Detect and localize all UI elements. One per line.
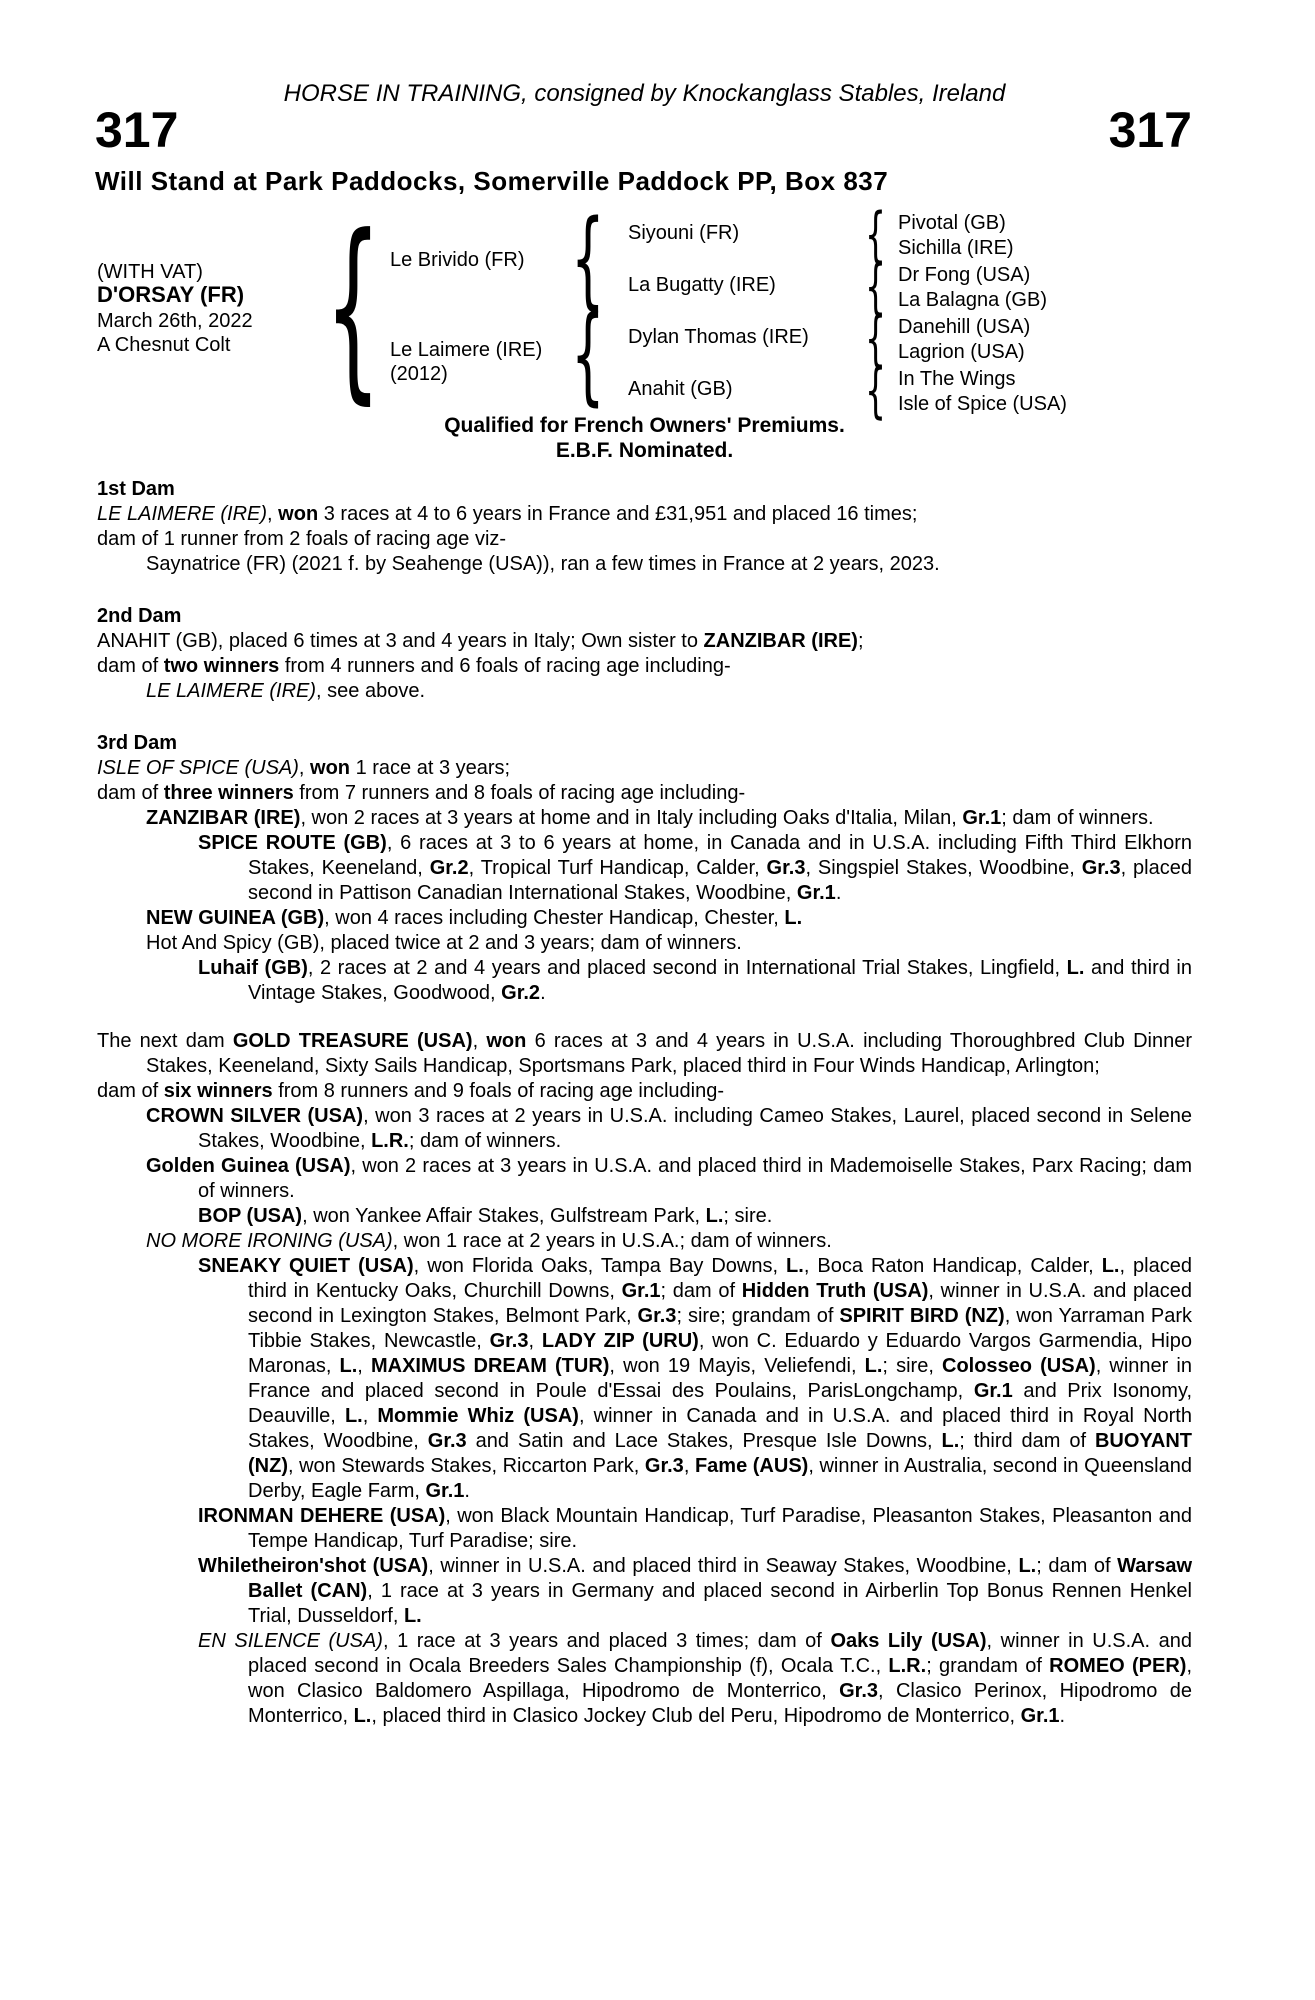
first-dam-race-record: LE LAIMERE (IRE), won 3 races at 4 to 6 years in France and £31,951 and placed 16 times; [97,503,918,525]
produce-record-entry: EN SILENCE (USA), 1 race at 3 years and placed 3 times; dam of Oaks Lily (USA), winner in U.S.A. and placed second in Ocala Breeders Sales Championship (f), Ocala T.C., L.R.; grandam of ROMEO (PER), won Clasico Baldomero Aspillaga, Hipodromo de Monterrico, Gr.3, Clasico Perinox, Hipodromo de Monterrico, L., placed third in Clasico Jockey Club del Peru, Hipodromo de Monterrico, Gr.1. [198,1630,1193,1727]
third-dam-produce-intro: dam of three winners from 7 runners and 8 foals of racing age including- [97,782,746,804]
lot-number-left: 317 [95,102,179,158]
third-dam-heading: 3rd Dam [97,732,178,754]
great-granddam-1: Sichilla (IRE) [898,237,1014,259]
great-grandsire-1: Pivotal (GB) [898,212,1006,234]
great-grandsire-4: In The Wings [898,368,1016,390]
lot-number-right: 317 [1108,102,1192,158]
colour-sex: A Chesnut Colt [97,334,231,356]
great-grandsire-3: Danehill (USA) [898,316,1031,338]
produce-record-line: Saynatrice (FR) (2021 f. by Seahenge (USA)), ran a few times in France at 2 years, 2023. [146,553,940,575]
next-dam-paragraph: The next dam GOLD TREASURE (USA), won 6 races at 3 and 4 years in U.S.A. including Thoroughbred Club Dinner Stakes, Keeneland, Sixty Sails Handicap, Sportsmans Park, placed third in Four Winds Handicap, Arlington; [97,1030,1192,1077]
second-dam-produce-intro: dam of two winners from 4 runners and 6 foals of racing age including- [97,655,731,677]
sire-dam-name: La Bugatty (IRE) [628,274,776,296]
second-dam-race-record: ANAHIT (GB), placed 6 times at 3 and 4 years in Italy; Own sister to ZANZIBAR (IRE); [97,630,864,652]
great-granddam-2: La Balagna (GB) [898,289,1047,311]
produce-record-entry: CROWN SILVER (USA), won 3 races at 2 years in U.S.A. including Cameo Stakes, Laurel, placed second in Selene Stakes, Woodbine, L.R.; dam of winners. [146,1105,1192,1152]
produce-record-entry: NO MORE IRONING (USA), won 1 race at 2 years in U.S.A.; dam of winners. [146,1230,832,1252]
sire-name: Le Brivido (FR) [390,249,525,271]
dam-name: Le Laimere (IRE) [390,339,543,361]
dam-dam-name: Anahit (GB) [628,378,733,400]
vat-note: (WITH VAT) [97,261,203,283]
first-dam-produce-intro: dam of 1 runner from 2 foals of racing age viz- [97,528,507,550]
sire-sire-name: Siyouni (FR) [628,222,740,244]
stand-location-line: Will Stand at Park Paddocks, Somerville Paddock PP, Box 837 [95,166,889,196]
produce-record-entry: Luhaif (GB), 2 races at 2 and 4 years and placed second in International Trial Stakes, Lingfield, L. and third in Vintage Stakes, Goodwood, Gr.2. [198,957,1192,1004]
premiums-note: Qualified for French Owners' Premiums. [444,414,845,437]
produce-record-entry: Golden Guinea (USA), won 2 races at 3 years in U.S.A. and placed third in Mademoiselle Stakes, Parx Racing; dam of winners. [146,1155,1192,1202]
produce-record-entry: NEW GUINEA (GB), won 4 races including Chester Handicap, Chester, L. [146,907,803,929]
produce-record-entry: Hot And Spicy (GB), placed twice at 2 and 3 years; dam of winners. [146,932,742,954]
great-grandsire-2: Dr Fong (USA) [898,264,1031,286]
next-dam-produce-intro: dam of six winners from 8 runners and 9 foals of racing age including- [97,1080,725,1102]
horse-name: D'ORSAY (FR) [97,282,245,307]
produce-record-entry: SPICE ROUTE (GB), 6 races at 3 to 6 years at home, in Canada and in U.S.A. including Fifth Third Elkhorn Stakes, Keeneland, Gr.2, Tropical Turf Handicap, Calder, Gr.3, Singspiel Stakes, Woodbine, Gr.3, placed second in Pattison Canadian International Stakes, Woodbine, Gr.1. [198,832,1192,904]
ebf-note: E.B.F. Nominated. [555,439,734,462]
produce-record-line: LE LAIMERE (IRE), see above. [146,680,426,702]
third-dam-race-record: ISLE OF SPICE (USA), won 1 race at 3 years; [97,757,511,779]
produce-record-entry: ZANZIBAR (IRE), won 2 races at 3 years at home and in Italy including Oaks d'Italia, Milan, Gr.1; dam of winners. [146,807,1154,829]
first-dam-heading: 1st Dam [97,478,175,500]
produce-record-entry: SNEAKY QUIET (USA), won Florida Oaks, Tampa Bay Downs, L., Boca Raton Handicap, Calder, L., placed third in Kentucky Oaks, Churchill Downs, Gr.1; dam of Hidden Truth (USA), winner in U.S.A. and placed second in Lexington Stakes, Belmont Park, Gr.3; sire; grandam of SPIRIT BIRD (NZ), won Yarraman Park Tibbie Stakes, Newcastle, Gr.3, LADY ZIP (URU), won C. Eduardo y Eduardo Vargos Garmendia, Hipo Maronas, L., MAXIMUS DREAM (TUR), won 19 Mayis, Veliefendi, L.; sire, Colosseo (USA), winner in France and placed second in Poule d'Essai des Poulains, ParisLongchamp, Gr.1 and Prix Isonomy, Deauville, L., Mommie Whiz (USA), winner in Canada and in U.S.A. and placed third in Royal North Stakes, Woodbine, Gr.3 and Satin and Lace Stakes, Presque Isle Downs, L.; third dam of BUOYANT (NZ), won Stewards Stakes, Riccarton Park, Gr.3, Fame (AUS), winner in Australia, second in Queensland Derby, Eagle Farm, Gr.1. [198,1255,1193,1502]
foal-date: March 26th, 2022 [97,310,253,332]
consignor-line: HORSE IN TRAINING, consigned by Knockanglass Stables, Ireland [283,80,1006,107]
dam-foal-year: (2012) [390,363,448,385]
great-granddam-3: Lagrion (USA) [898,341,1025,363]
pedigree-text-body [97,413,1192,1729]
pedigree-tree: (WITH VAT) D'ORSAY (FR) March 26th, 2022 A Chesnut Colt { Le Brivido (FR) Le Laimere (IRE) (2012) { { Siyouni (FR) La Bugatty (IRE) Dylan Thomas (IRE) Anahit (GB) { { { { Pivotal (GB) Sichilla (IRE) Dr Fong (USA) La Balagna (GB) Danehill (USA) Lagrion (USA) In The Wings Isle of Spice (USA) [97,194,1067,426]
dam-sire-name: Dylan Thomas (IRE) [628,326,809,348]
produce-record-entry: Whiletheiron'shot (USA), winner in U.S.A. and placed third in Seaway Stakes, Woodbine, L.; dam of Warsaw Ballet (CAN), 1 race at 3 years in Germany and placed second in Airberlin Top Bonus Rennen Henkel Trial, Dusseldorf, L. [198,1555,1192,1627]
second-dam-heading: 2nd Dam [97,605,182,627]
produce-record-entry: BOP (USA), won Yankee Affair Stakes, Gulfstream Park, L.; sire. [198,1205,773,1227]
great-granddam-4: Isle of Spice (USA) [898,393,1067,415]
produce-record-entry: IRONMAN DEHERE (USA), won Black Mountain Handicap, Turf Paradise, Pleasanton Stakes, Pleasanton and Tempe Handicap, Turf Paradise; sire. [198,1505,1192,1552]
